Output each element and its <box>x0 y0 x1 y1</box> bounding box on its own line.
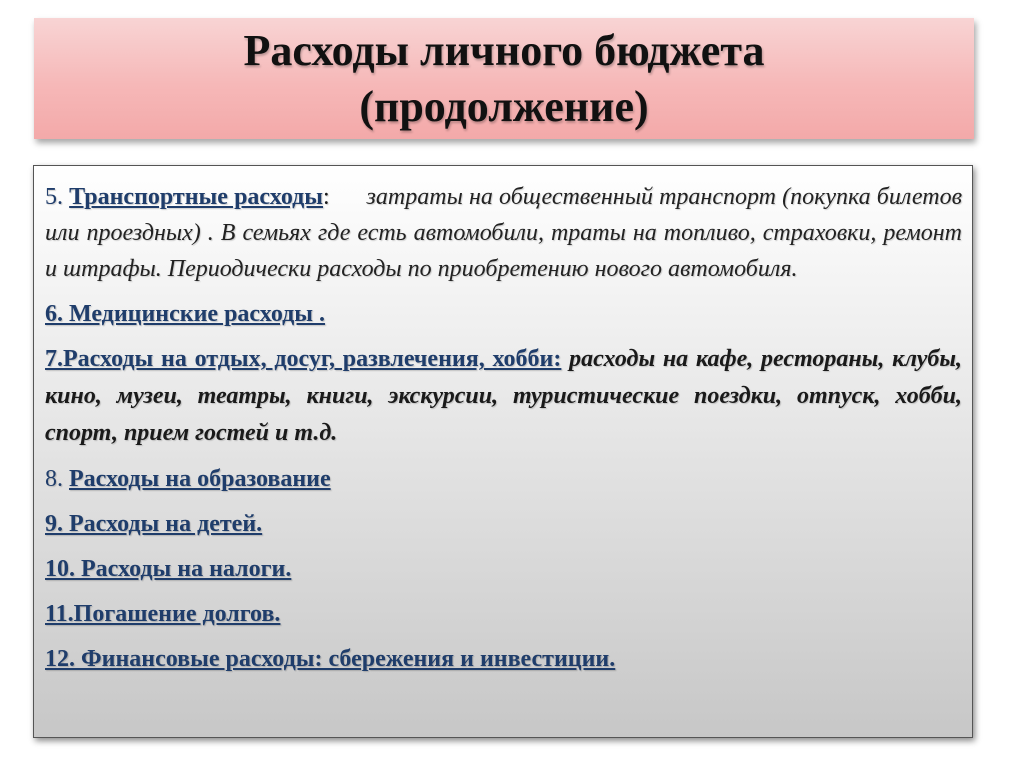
list-item-medical <box>45 296 962 332</box>
item-separator: : <box>323 184 330 210</box>
slide-title <box>244 23 765 135</box>
link-medical-expenses[interactable]: 6. Медицинские расходы . <box>45 301 326 327</box>
link-financial-expenses[interactable]: 12. Финансовые расходы: сбережения и инвестиции. <box>45 646 616 672</box>
item-description: расходы на кафе, рестораны, клубы, кино, музеи, театры, книги, экскурсии, туристические поездки, отпуск, хобби, спорт, прием гостей и т.д. <box>45 346 962 446</box>
link-children-expenses[interactable]: 9. Расходы на детей. <box>45 511 263 537</box>
list-item-leisure <box>45 341 962 452</box>
content-panel <box>33 165 973 738</box>
slide-title-line-1: Расходы личного бюджета <box>243 25 765 75</box>
item-description: затраты на общественный транспорт (покупка билетов или проездных) . В семьях где есть автомобили, траты на топливо, страховки, ремонт и штрафы. Периодически расходы по приобретению нового автомобиля. <box>45 184 962 282</box>
item-number: 8. <box>45 466 69 492</box>
list-item-debts <box>45 596 962 632</box>
link-education-expenses[interactable]: Расходы на образование <box>69 466 331 492</box>
link-debt-repayment[interactable]: 11.Погашение долгов. <box>45 601 281 627</box>
list-item-financial <box>45 641 962 677</box>
list-item-taxes <box>45 551 962 587</box>
list-item-education <box>45 461 962 497</box>
item-number: 5. <box>45 184 70 210</box>
link-tax-expenses[interactable]: 10. Расходы на налоги. <box>45 556 292 582</box>
list-item-children <box>45 506 962 542</box>
slide-title-line-2: (продолжение) <box>359 81 649 131</box>
list-item-transport <box>45 179 962 287</box>
link-leisure-expenses[interactable]: 7.Расходы на отдых, досуг, развлечения, хобби: <box>45 346 562 372</box>
link-transport-expenses[interactable]: Транспортные расходы <box>69 184 324 210</box>
title-banner <box>34 18 974 139</box>
